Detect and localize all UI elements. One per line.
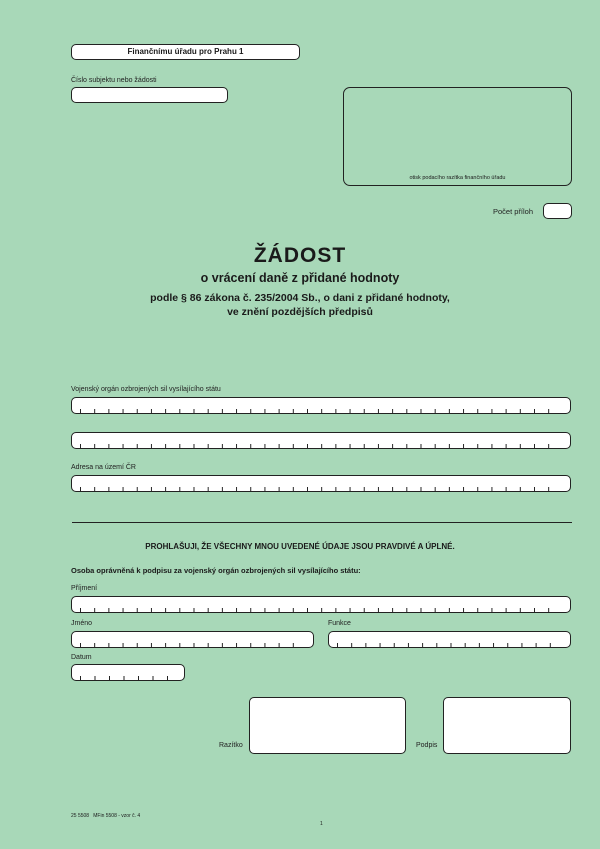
name-input[interactable] <box>71 631 314 648</box>
surname-label: Příjmení <box>71 585 98 592</box>
divider <box>72 522 572 523</box>
subject-number-label: Číslo subjektu nebo žádosti <box>71 77 157 84</box>
military-body-input-1[interactable] <box>71 397 571 414</box>
signature-label: Podpis <box>416 742 438 749</box>
legal-basis-line1: podle § 86 zákona č. 235/2004 Sb., o dani z přidané hodnoty, <box>150 292 450 304</box>
address-input[interactable] <box>71 475 571 492</box>
surname-input[interactable] <box>71 596 571 613</box>
date-label: Datum <box>71 654 92 661</box>
stamp-box[interactable] <box>249 697 406 754</box>
date-input[interactable] <box>71 664 185 681</box>
military-body-label: Vojenský orgán ozbrojených sil vysílajícího státu <box>71 386 221 393</box>
form-code: 25 5508 MFin 5508 - vzor č. 4 <box>71 813 141 819</box>
signature-box[interactable] <box>443 697 571 754</box>
attachments-label: Počet příloh <box>493 207 534 216</box>
military-body-input-2[interactable] <box>71 432 571 449</box>
page-number: 1 <box>320 821 323 827</box>
office-field: Finančnímu úřadu pro Prahu 1 <box>71 44 300 60</box>
address-label: Adresa na území ČR <box>71 464 136 471</box>
subject-number-input[interactable] <box>71 87 228 103</box>
stamp-caption: otisk podacího razítka finančního úřadu <box>409 175 506 181</box>
name-label: Jméno <box>71 620 93 627</box>
declaration-text: PROHLAŠUJI, ŽE VŠECHNY MNOU UVEDENÉ ÚDAJE JSOU PRAVDIVÉ A ÚPLNÉ. <box>145 542 455 551</box>
stamp-label: Razítko <box>219 742 243 749</box>
authorized-person-heading: Osoba oprávněná k podpisu za vojenský orgán ozbrojených sil vysílajícího státu: <box>71 566 361 575</box>
form-title: ŽÁDOST <box>253 244 347 267</box>
attachments-input[interactable] <box>543 203 572 219</box>
legal-basis-line2: ve znění pozdějších předpisů <box>227 306 373 318</box>
function-label: Funkce <box>328 620 351 627</box>
form-subtitle: o vrácení daně z přidané hodnoty <box>200 271 400 285</box>
filing-stamp-area <box>343 87 572 186</box>
function-input[interactable] <box>328 631 571 648</box>
